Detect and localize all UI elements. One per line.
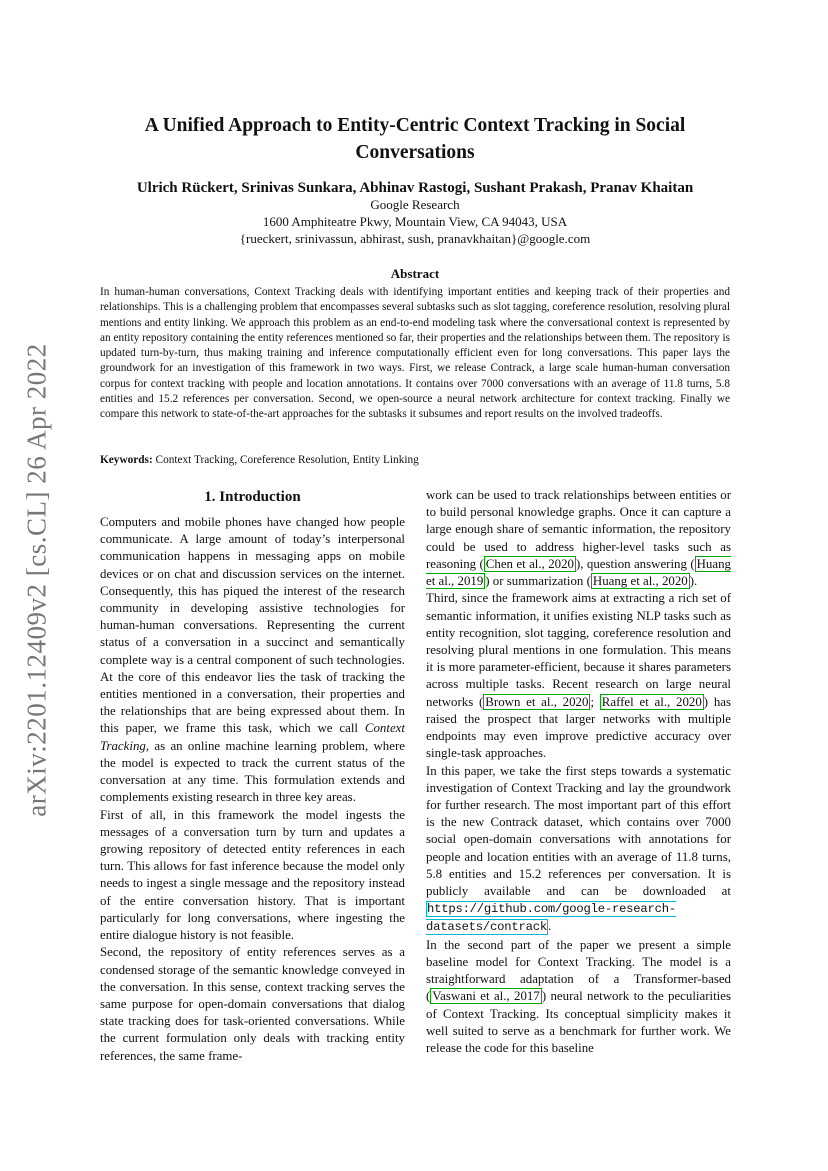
intro-p4-end: has raised the prospect that larger networks with multiple endpoints may even improve predictive accuracy over single-task approaches.	[426, 694, 732, 761]
arxiv-sidebar-stamp	[8, 300, 66, 860]
abstract-heading: Abstract	[390, 266, 440, 281]
citation-link[interactable]: Huang et al., 2020	[592, 574, 688, 589]
citation-link[interactable]: Raffel et al., 2020	[601, 694, 702, 709]
citation-link[interactable]: Chen et al., 2020	[485, 556, 574, 571]
intro-p5-text: In this paper, we take the first steps towards a systematic investigation of Context Tracking and lay the groundwork for further research. The most important part of this effort is the new Contrack dataset, which contains over 7000 social open-domain conversations with annotations for people and location entities with an average of 11.8 turns, 5.8 entities and 15.2 references per conversation. It is publicly available and can be downloaded at	[426, 763, 731, 899]
intro-p1-term: Context Tracking	[100, 721, 405, 753]
keywords-text: Context Tracking, Coreference Resolution, Entity Linking	[155, 454, 419, 466]
intro-paragraph-3-continued: work can be used to track relationships between entities or to build personal knowledge graphs. Once it can capture a large enough share of semantic information, the repository could be used to address higher-level tasks such as reasoning ( Chen et al., 2020 ), question answering ( Huang et al., 2019 ) or summarization ( Huang et al., 2020 ).	[426, 488, 731, 589]
dataset-url-link[interactable]: https://github.com/google-research-datasets/contrack	[426, 902, 676, 935]
intro-paragraph-1	[100, 514, 405, 806]
intro-p6-text: In the second part of the paper we present a simple baseline model for Context Tracking. The model is a straightforward adaptation of a Transformer-based	[426, 937, 731, 987]
intro-paragraph-6: In the second part of the paper we present a simple baseline model for Context Tracking. The model is a straightforward adaptation of a Transformer-based ( Vaswani et al., 2017 ) neural network to the peculiarities of Context Tracking. Its conceptual simplicity makes it well suited to serve as a benchmark for further work. We release the code for this baseline	[426, 937, 732, 1056]
author-emails: {rueckert, srinivassun, abhirast, sush, pranavkhaitan}@google.com	[239, 231, 591, 246]
intro-paragraph-2: First of all, in this framework the model ingests the messages of a conversation turn by turn and updates a growing repository of detected entity references in each turn. This allows for fast inference because the model only needs to ingest a single message and the repository instead of the entire conversation history. That is important particularly for long conversations, where ingesting the entire dialogue history is not feasible.	[100, 807, 405, 943]
intro-paragraph-3: Second, the repository of entity references serves as a condensed storage of the semantic knowledge conveyed in the conversation. In this sense, context tracking serves the same purpose for open-domain conversations that dialog state tracking does for task-oriented conversations. While the current formulation only deals with tracking entity references, the same frame-	[100, 945, 405, 1063]
citation-link[interactable]: Huang et al., 2019	[426, 556, 731, 589]
author-list: Ulrich Rückert, Srinivas Sunkara, Abhinav Rastogi, Sushant Prakash, Pranav Khaitan	[136, 180, 694, 196]
intro-p1-end: , as an online machine learning problem, where the model is expected to track the current status of the conversation at any time. This formulation extends and complements existing research in three key areas.	[100, 738, 405, 805]
section-heading-introduction: 1. Introduction	[204, 489, 301, 505]
keywords-line	[100, 454, 730, 466]
keywords-label: Keywords:	[100, 454, 153, 466]
abstract-text: In human-human conversations, Context Tracking deals with identifying important entities and keeping track of their properties and relationships. This is a challenging problem that encompasses several subtasks such as slot tagging, coreference resolution, resolving plural mentions and entity linking. We approach this problem as an end-to-end modeling task where the conversational context is represented by an entity repository containing the entity references mentioned so far, their properties and the relationships between them. The repository is updated turn-by-turn, thus making training and inference computationally efficient even for long conversations. This paper lays the groundwork for an investigation of this framework in two ways. First, we release Contrack, a large scale human-human conversation corpus for context tracking with people and location annotations. It contains over 7000 conversations with an average of 11.8 turns, 5.8 entities and 15.2 references per conversation. Second, we open-source a neural network architecture for context tracking. Finally we compare this network to state-of-the-art approaches for the subtasks it subsumes and report results on the involved tradeoffs.	[100, 286, 730, 421]
intro-p6-end: neural network to the peculiarities of Context Tracking. Its conceptual simplicity makes it well suited to serve as a benchmark for further work. We release the code for this baseline	[426, 989, 732, 1056]
affiliation-block	[100, 196, 730, 247]
right-column	[426, 487, 731, 1057]
affiliation-address: 1600 Amphiteatre Pkwy, Mountain View, CA 94043, USA	[262, 214, 568, 229]
arxiv-identifier: arXiv:2201.12409v2 [cs.CL] 26 Apr 2022	[21, 343, 52, 817]
intro-p1-text: Computers and mobile phones have changed how people communicate. A large amount of today’s interpersonal communication happens in messaging apps on mobile devices or on chat and discussion services on the internet. Consequently, this has piqued the interest of the research community in developing assistive technologies for human-human conversations. Representing the current status of a conversation in a succinct and semantically complete way is a central component of such technologies. At the core of this endeavor lies the task of tracking the entities mentioned in a conversation, their properties and the relationships that are being expressed about them. In this paper, we frame this task, which we call	[100, 515, 405, 736]
intro-paragraph-4: Third, since the framework aims at extracting a rich set of semantic information, it unifies existing NLP tasks such as entity recognition, slot tagging, coreference resolution and resolving plural mentions in one formulation. This means it is more parameter-efficient, because it shares parameters across multiple tasks. Recent research on large neural networks ( Brown et al., 2020 ; Raffel et al., 2020 ) has raised the prospect that larger networks with multiple endpoints may even improve predictive accuracy over single-task approaches.	[426, 591, 732, 761]
citation-link[interactable]: Brown et al., 2020	[485, 694, 589, 709]
paper-title: A Unified Approach to Entity-Centric Context Tracking in Social Conversations	[144, 115, 686, 163]
intro-p4-text: Third, since the framework aims at extracting a rich set of semantic information, it unifies existing NLP tasks such as entity recognition, slot tagging, coreference resolution and resolving plural mentions in one formulation. This means it is more parameter-efficient, because it shares parameters across multiple tasks. Recent research on large neural networks	[426, 591, 731, 709]
left-column	[100, 487, 405, 1151]
intro-paragraph-5: In this paper, we take the first steps towards a systematic investigation of Context Tracking and lay the groundwork for further research. The most important part of this effort is the new Contrack dataset, which contains over 7000 social open-domain conversations with annotations for people and location entities with an average of 11.8 turns, 5.8 entities and 15.2 references per conversation. It is publicly available and can be downloaded at https://github.com/google-research-datasets/contrack.	[426, 763, 731, 935]
citation-link[interactable]: Vaswani et al., 2017	[432, 989, 540, 1004]
affiliation-name: Google Research	[370, 197, 460, 212]
